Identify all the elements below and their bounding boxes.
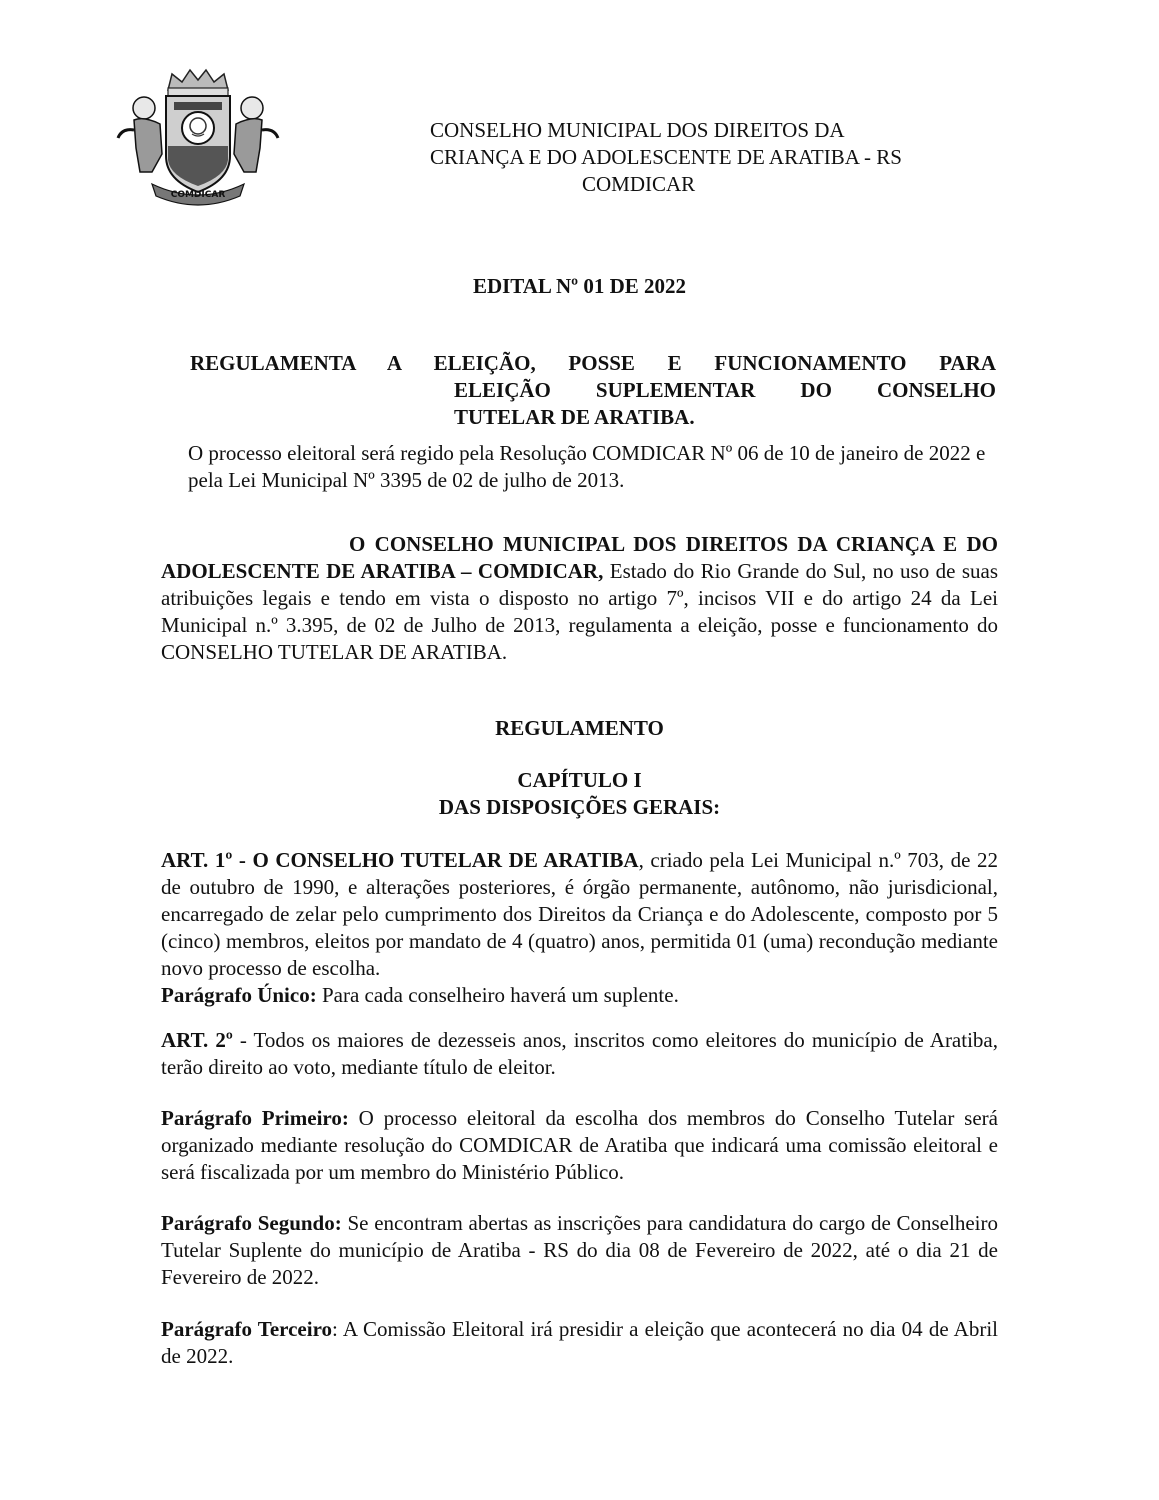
edital-title: EDITAL Nº 01 DE 2022 <box>472 274 687 298</box>
header-line-3: COMDICAR <box>582 172 696 196</box>
article-1-label: ART. 1º - O CONSELHO TUTELAR DE ARATIBA <box>161 848 639 872</box>
regulamenta-line-3: TUTELAR DE ARATIBA. <box>454 405 695 429</box>
preamble-bold-b: DO ADOLESCENTE DE ARATIBA – COMDICAR, <box>161 532 998 583</box>
paragrafo-segundo-label: Parágrafo Segundo: <box>161 1211 342 1235</box>
preamble-text: Estado do Rio Grande do Sul, no uso de suas atribuições legais e tendo em vista o disposto no artigo 7º, incisos VII e do artigo 24 da Lei Municipal n.º 3.395, de 02 de Julho de 2013, regulamenta a eleição, posse e funcionamento do CONSELHO TUTELAR DE ARATIBA. <box>161 559 998 664</box>
chapter-subtitle: DAS DISPOSIÇÕES GERAIS: <box>438 795 721 819</box>
logo-ribbon-text: COMDICAR <box>170 190 226 200</box>
paragrafo-terceiro <box>161 1316 998 1370</box>
regulamenta-line-1: REGULAMENTA A ELEIÇÃO, POSSE E FUNCIONAMENTO PARA <box>190 351 996 375</box>
paragrafo-unico-text: Para cada conselheiro haverá um suplente. <box>316 983 679 1007</box>
article-2-label: ART. 2º <box>161 1028 233 1052</box>
article-1-text: , criado pela Lei Municipal n.º 703, de 22 de outubro de 1990, e alterações posteriores, é órgão permanente, autônomo, não jurisdicional, encarregado de zelar pelo cumprimento dos Direitos da Criança e do Adolescente, composto por 5 (cinco) membros, eleitos por mandato de 4 (quatro) anos, permitida 01 (uma) recondução mediante novo processo de escolha. <box>161 848 998 980</box>
preamble-bold-a: O CONSELHO MUNICIPAL DOS DIREITOS DA CRIANÇA E <box>349 532 958 556</box>
comdicar-coat-of-arms-logo <box>112 68 284 208</box>
paragrafo-unico-label: Parágrafo Único: <box>161 983 317 1007</box>
paragrafo-terceiro-text: : A Comissão Eleitoral irá presidir a eleição que acontecerá no dia 04 de Abril de 2022. <box>161 1317 998 1368</box>
paragrafo-segundo <box>161 1210 998 1291</box>
council-header <box>430 117 902 198</box>
article-1 <box>161 847 998 1009</box>
paragrafo-primeiro-text: O processo eleitoral da escolha dos membros do Conselho Tutelar será organizado mediante resolução do COMDICAR de Aratiba que indicará uma comissão eleitoral e será fiscalizada por um membro do Ministério Público. <box>161 1106 998 1184</box>
regulamenta-line-2: ELEIÇÃO SUPLEMENTAR DO CONSELHO <box>454 378 996 402</box>
article-2 <box>161 1027 998 1081</box>
intro-paragraph: O processo eleitoral será regido pela Resolução COMDICAR Nº 06 de 10 de janeiro de 2022 e pela Lei Municipal Nº 3395 de 02 de julho de 2013. <box>188 441 986 492</box>
paragrafo-primeiro <box>161 1105 998 1186</box>
article-2-text: - Todos os maiores de dezesseis anos, inscritos como eleitores do município de Aratiba, terão direito ao voto, mediante título de eleitor. <box>161 1028 998 1079</box>
header-line-1: CONSELHO MUNICIPAL DOS DIREITOS DA <box>430 118 845 142</box>
paragrafo-segundo-text: Se encontram abertas as inscrições para candidatura do cargo de Conselheiro Tutelar Suplente do município de Aratiba - RS do dia 08 de Fevereiro de 2022, até o dia 21 de Fevereiro de 2022. <box>161 1211 998 1289</box>
header-line-2: CRIANÇA E DO ADOLESCENTE DE ARATIBA - RS <box>430 145 902 169</box>
chapter-title: CAPÍTULO I <box>517 768 642 792</box>
paragrafo-primeiro-label: Parágrafo Primeiro: <box>161 1106 349 1130</box>
regulamento-heading: REGULAMENTO <box>495 716 664 740</box>
regulamenta-heading <box>190 350 996 431</box>
preamble-paragraph <box>161 531 998 666</box>
paragrafo-terceiro-label: Parágrafo Terceiro <box>161 1317 333 1341</box>
